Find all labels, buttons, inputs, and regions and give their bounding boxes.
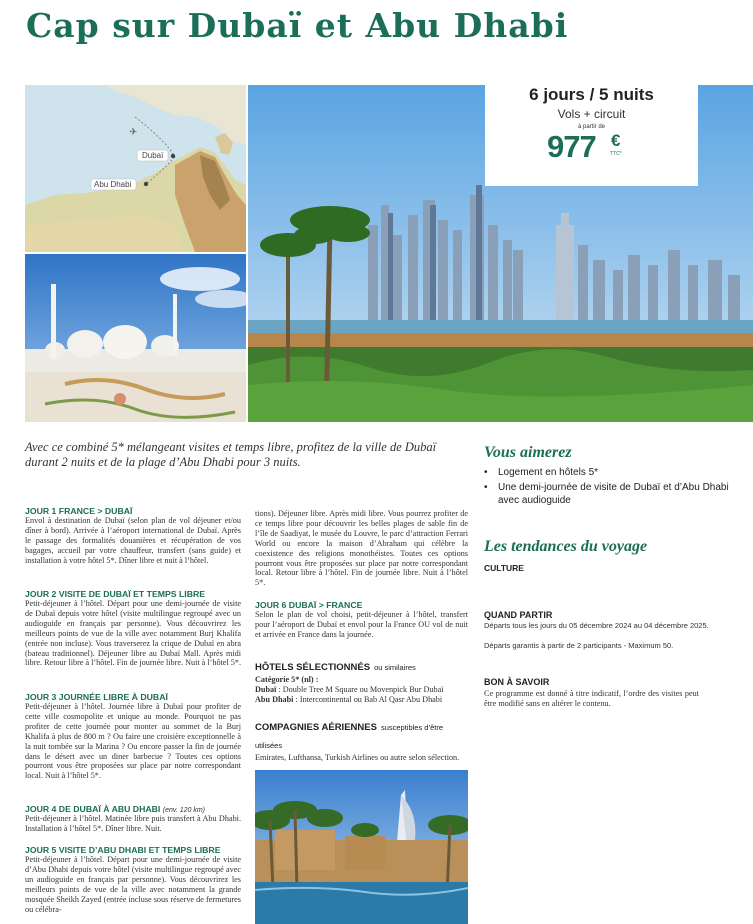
- know-text: Ce programme est donné à titre indicatif, l’ordre des visites peut être modifié sans en altérer le contenu.: [484, 689, 699, 708]
- day-4-distance: (env. 120 km): [162, 807, 206, 814]
- day-4-text: Petit-déjeuner à l’hôtel. Matinée libre puis transfert à Abu Dhabi. Installation à l’hôtel 5*. Dîner libre. Nuit.: [25, 814, 241, 833]
- day-4-heading: JOUR 4 DE DUBAÏ À ABU DHABI (env. 120 km): [25, 804, 206, 814]
- hotels-section: [255, 657, 468, 705]
- day-5-heading: JOUR 5 VISITE D’ABU DHABI ET TEMPS LIBRE: [25, 845, 221, 855]
- map-graphic: [25, 85, 246, 252]
- day-4: [25, 804, 241, 834]
- duration: 6 jours / 5 nuits: [529, 85, 654, 104]
- route-map: [25, 85, 246, 252]
- hotel-abudhabi: Abu Dhabi : Intercontinental ou Bab Al Qasr Abu Dhabi: [255, 694, 443, 704]
- day-3-text: Petit-déjeuner à l’hôtel. Journée libre à Dubaï pour profiter de cette ville cosmopolite et unique au monde. Pourquoi ne pas profiter de cette journée pour monter au sommet de la Burj Khalifa à plus de 800 m ? Ou faire une croisière exceptionnelle à la nuit tombée sur la Marina ? Ou encore passer la fin de journée dans le désert avec un diner barbecue ? Toutes ces options pourront vous être proposées sur place par notre correspondant local. Nuit à l’hôtel 5*.: [25, 702, 241, 781]
- when-guarantee: Départs garantis à partir de 2 participants - Maximum 50.: [484, 641, 674, 650]
- day-3-heading: JOUR 3 JOURNÉE LIBRE À DUBAÏ: [25, 692, 168, 702]
- day-5: [25, 845, 241, 914]
- airlines-heading: COMPAGNIES AÉRIENNES susceptibles d’être utilisées: [255, 722, 444, 750]
- day-6-text: Selon le plan de vol choisi, petit-déjeuner à l’hôtel, transfert pour l’aéroport de Dubaï et envol pour la France OU vol de nuit et arrivée en France dans la journée.: [255, 610, 468, 639]
- love-list: [484, 466, 744, 509]
- when-dates: Départs tous les jours du 05 décembre 2024 au 04 décembre 2025.: [484, 621, 709, 630]
- know-heading: BON À SAVOIR: [484, 677, 550, 687]
- day-1: [25, 506, 241, 566]
- airlines-section: [255, 717, 468, 763]
- day-5-text-part2: tions). Déjeuner libre. Après midi libre. Vous pourrez profiter de ce temps libre pour découvrir les belles plages de sable fin de l’île de Saadiyat, le musée du Louvre, le parc d’attraction Ferrari World ou encore la maison d’Abraham qui célèbre la coexistence des religions monothéistes. Toutes ces options pourront vous être proposées sur place par notre correspondant local. Retour libre à l’hôtel. Fin de journée libre. Nuit à l’hôtel 5*.: [255, 509, 468, 588]
- day-5-text-part1: Petit-déjeuner à l’hôtel. Départ pour une demi-journée de visite d’Abu Dhabi depuis votre hôtel (visite multilingue regroupé avec un audioguide en français par personne). Vous découvrirez les meilleurs points de vue de la ville avec notamment la grande mosquée Sheikh Zayed (entrée incluse sous réserve de fermetures ou célébra-: [25, 855, 241, 914]
- price-from-label: à partir de: [577, 124, 605, 130]
- love-heading: Vous aimerez: [484, 444, 572, 461]
- trends-heading: Les tendances du voyage: [484, 538, 648, 555]
- day-2: [25, 589, 241, 668]
- day-3: [25, 692, 241, 781]
- day-6: [255, 600, 468, 640]
- map-label-abudhabi: Abu Dhabi: [94, 180, 132, 189]
- price-ttc: TTC*: [610, 151, 622, 157]
- hotel-dubai: Dubaï : Double Tree M Square ou Movenpick Bur Dubaï: [255, 684, 444, 694]
- intro-text: Avec ce combiné 5* mélangeant visites et temps libre, profitez de la ville de Dubaï durant 2 nuits et de la plage d’Abu Dhabi pour 3 nuits.: [25, 440, 437, 469]
- hotels-heading: HÔTELS SÉLECTIONNÉS ou similaires: [255, 662, 416, 673]
- day-2-heading: JOUR 2 VISITE DE DUBAÏ ET TEMPS LIBRE: [25, 589, 206, 599]
- price-amount: 977: [547, 129, 596, 164]
- map-label-dubai: Dubaï: [142, 151, 164, 160]
- price-currency: €: [611, 131, 621, 150]
- burj-al-arab-photo: [255, 770, 468, 924]
- airlines-text: Emirates, Lufthansa, Turkish Airlines ou autre selon sélection.: [255, 753, 460, 762]
- price-subtitle: Vols + circuit: [557, 107, 626, 121]
- svg-text:✈: ✈: [129, 127, 138, 138]
- when-heading: QUAND PARTIR: [484, 610, 553, 620]
- trends-value: CULTURE: [484, 563, 524, 573]
- price-box: [485, 85, 698, 186]
- day-1-text: Envol à destination de Dubaï (selon plan de vol déjeuner et/ou dîner à bord). Arrivée à l’aéroport international de Dubaï. Après le passage des formalités douanières et récupération de vos bagages, accueil par votre chauffeur, transfert (sans guide) et installation à votre hôtel 5*. Dîner libre et nuit à l’hôtel.: [25, 516, 241, 565]
- day-1-heading: JOUR 1 FRANCE > DUBAÏ: [25, 506, 133, 516]
- love-item: • Une demi-journée de visite de Dubaï et d’Abu Dhabi avec audioguide: [484, 481, 744, 507]
- day-2-text: Petit-déjeuner à l’hôtel. Départ pour une demi-journée de visite de Dubaï depuis votre hôtel (visite multilingue regroupé avec un audioguide en français par personne). Vous découvrirez les meilleurs points de vue de la ville avec notamment Burj Khalifa (entrée non incluse). Vous traverserez la crique de Dubaï en abra (bateau traditionnel). Déjeuner libre au Dubaï Mall. Après midi libre. Retour libre à l’hôtel. Fin de journée libre. Nuit à l’hôtel 5*.: [25, 599, 242, 668]
- page-title: Cap sur Dubaï et Abu Dhabi: [26, 6, 569, 45]
- day-6-heading: JOUR 6 DUBAÏ > FRANCE: [255, 600, 363, 610]
- hotels-category: Catégorie 5* (nl) :: [255, 675, 319, 684]
- mosque-photo: [25, 254, 246, 422]
- love-item: • Logement en hôtels 5*: [484, 466, 744, 479]
